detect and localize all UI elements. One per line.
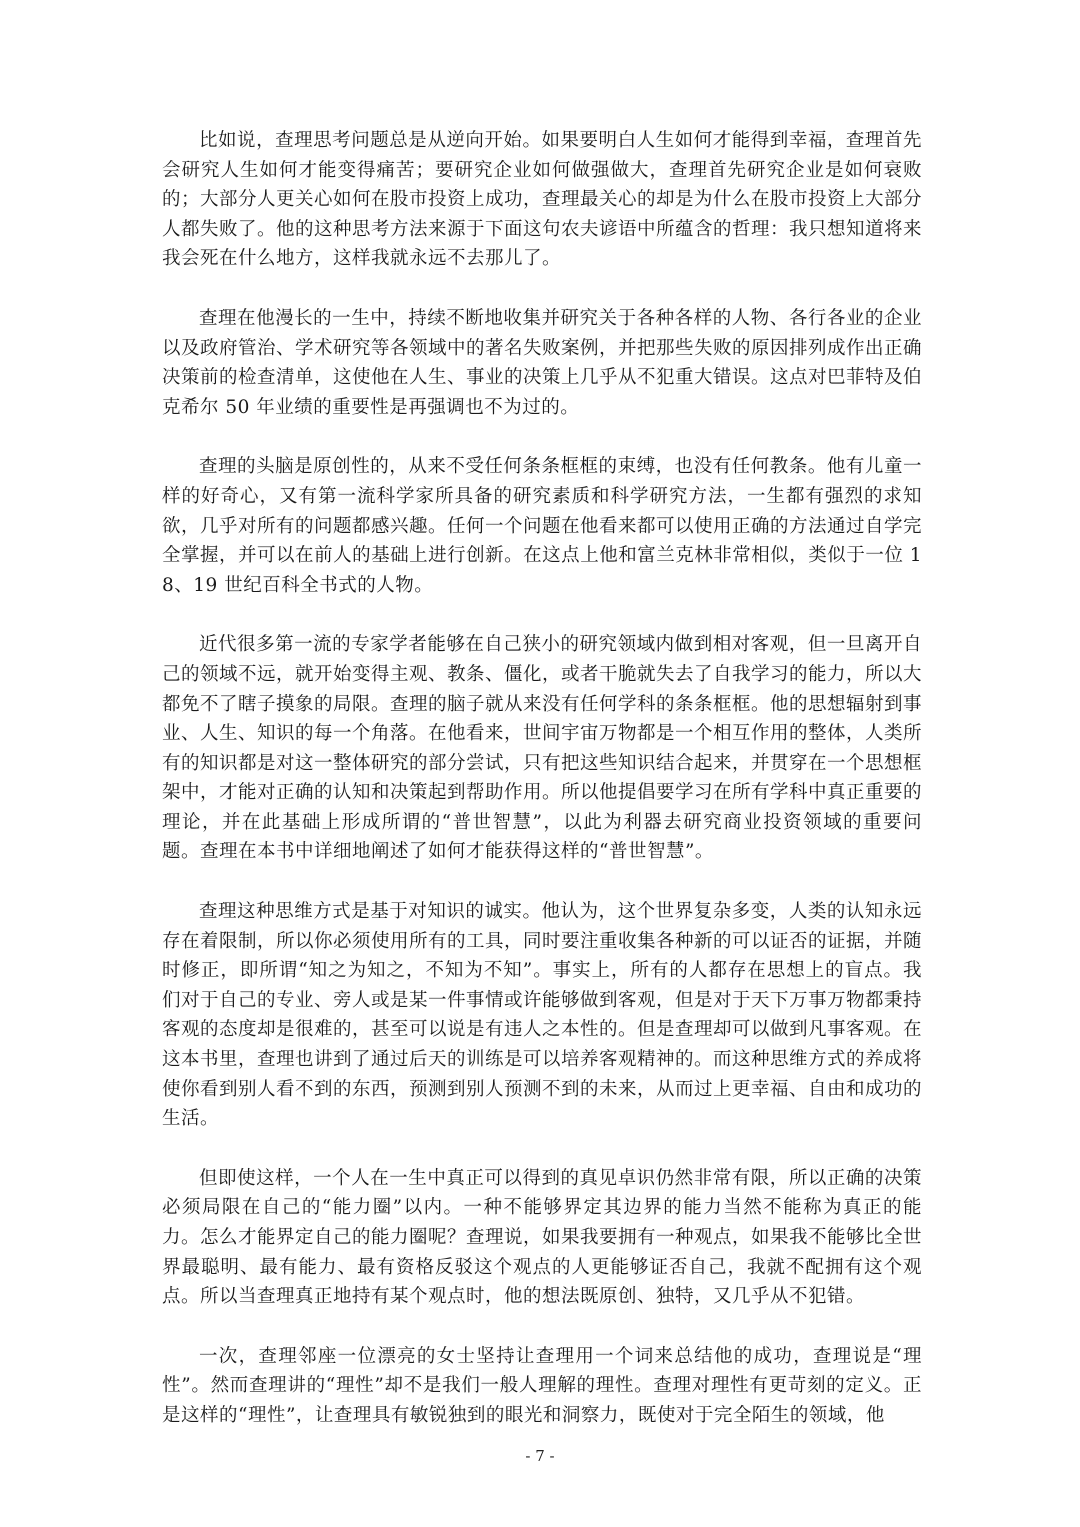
paragraph-3: 查理的头脑是原创性的，从来不受任何条条框框的束缚，也没有任何教条。他有儿童一样的好奇心，又有第一流科学家所具备的研究素质和科学研究方法，一生都有强烈的求知欲，几乎对所有的问题都感兴趣。任何一个问题在他看来都可以使用正确的方法通过自学完全掌握，并可以在前人的基础上进行创新。在这点上他和富兰克林非常相似，类似于一位 18、19 世纪百科全书式的人物。 xyxy=(162,456,923,596)
body-text xyxy=(162,126,922,1461)
paragraph-6: 但即使这样，一个人在一生中真正可以得到的真见卓识仍然非常有限，所以正确的决策必须局限在自己的“能力圈”以内。一种不能够界定其边界的能力当然不能称为真正的能力。怎么才能界定自己的能力圈呢？查理说，如果我要拥有一种观点，如果我不能够比全世界最聪明、最有能力、最有资格反驳这个观点的人更能够证否自己，我就不配拥有这个观点。所以当查理真正地持有某个观点时，他的想法既原创、独特，又几乎从不犯错。 xyxy=(162,1167,923,1308)
paragraph-4: 近代很多第一流的专家学者能够在自己狭小的研究领域内做到相对客观，但一旦离开自己的领域不远，就开始变得主观、教条、僵化，或者干脆就失去了自我学习的能力，所以大都免不了瞎子摸象的局限。查理的脑子就从来没有任何学科的条条框框。他的思想辐射到事业、人生、知识的每一个角落。在他看来，世间宇宙万物都是一个相互作用的整体，人类所有的知识都是对这一整体研究的部分尝试，只有把这些知识结合起来，并贯穿在一个思想框架中，才能对正确的认知和决策起到帮助作用。所以他提倡要学习在所有学科中真正重要的理论，并在此基础上形成所谓的“普世智慧”，以此为利器去研究商业投资领域的重要问题。查理在本书中详细地阐述了如何才能获得这样的“普世智慧”。 xyxy=(162,634,923,863)
paragraph-5: 查理这种思维方式是基于对知识的诚实。他认为，这个世界复杂多变，人类的认知永远存在着限制，所以你必须使用所有的工具，同时要注重收集各种新的可以证否的证据，并随时修正，即所谓“知之为知之，不知为不知”。事实上，所有的人都存在思想上的盲点。我们对于自己的专业、旁人或是某一件事情或许能够做到客观，但是对于天下万事万物都秉持客观的态度却是很难的，甚至可以说是有违人之本性的。但是查理却可以做到凡事客观。在这本书里，查理也讲到了通过后天的训练是可以培养客观精神的。而这种思维方式的养成将使你看到别人看不到的东西，预测到别人预测不到的未来，从而过上更幸福、自由和成功的生活。 xyxy=(162,901,923,1130)
paragraph-1: 比如说，查理思考问题总是从逆向开始。如果要明白人生如何才能得到幸福，查理首先会研究人生如何才能变得痛苦；要研究企业如何做强做大，查理首先研究企业是如何衰败的；大部分人更关心如何在股市投资上成功，查理最关心的却是为什么在股市投资上大部分人都失败了。他的这种思考方法来源于下面这句农夫谚语中所蕴含的哲理：我只想知道将来我会死在什么地方，这样我就永远不去那儿了。 xyxy=(162,130,923,270)
paragraph-2: 查理在他漫长的一生中，持续不断地收集并研究关于各种各样的人物、各行各业的企业以及政府管治、学术研究等各领域中的著名失败案例，并把那些失败的原因排列成作出正确决策前的检查清单，这使他在人生、事业的决策上几乎从不犯重大错误。这点对巴菲特及伯克希尔 50 年业绩的重要性是再强调也不为过的。 xyxy=(162,307,923,418)
paragraph-7: 一次，查理邻座一位漂亮的女士坚持让查理用一个词来总结他的成功，查理说是“理性”。然而查理讲的“理性”却不是我们一般人理解的理性。查理对理性有更苛刻的定义。正是这样的“理性”，让查理具有敏锐独到的眼光和洞察力，既使对于完全陌生的领域，他 xyxy=(162,1345,922,1426)
page-number: - 7 - xyxy=(525,1447,555,1465)
